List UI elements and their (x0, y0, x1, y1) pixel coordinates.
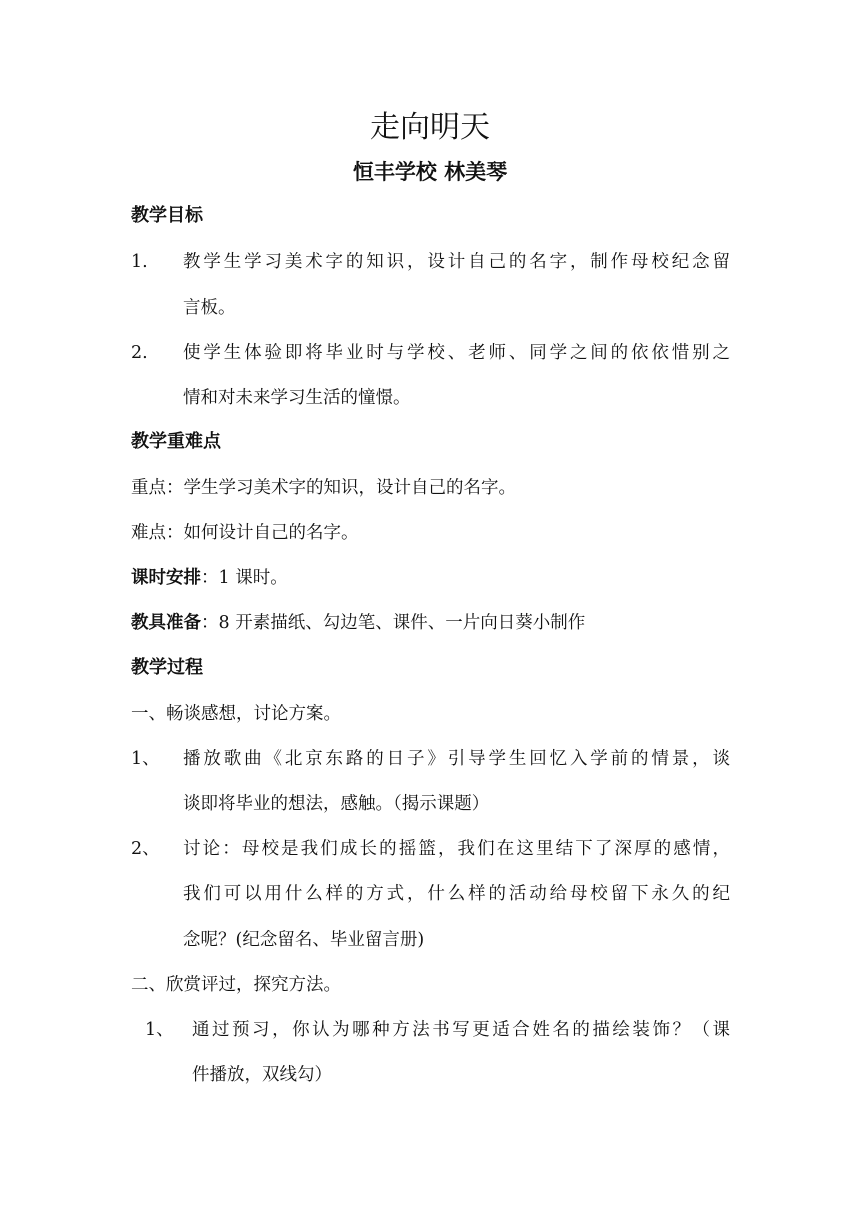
tools-line (131, 609, 585, 637)
p1-2-text-line2: 我们可以用什么样的方式，什么样的活动给母校留下永久的纪 (183, 884, 730, 904)
goals-heading: 教学目标 (131, 205, 203, 226)
p1-2-text-line3: 念呢？(纪念留名、毕业留言册) (183, 930, 425, 950)
process-heading: 教学过程 (131, 657, 203, 678)
goal2-text-line1: 使学生体验即将毕业时与学校、老师、同学之间的依依惜别之 (183, 343, 730, 363)
p1-1-text-line2: 谈即将毕业的想法，感触。（揭示课题） (183, 794, 490, 814)
p2-1-text-line2: 件播放，双线勾） (192, 1065, 332, 1085)
goal1-text-line2: 言板。 (183, 298, 236, 318)
goal2-number: 2. (131, 343, 148, 363)
key-point-text: 重点：学生学习美术字的知识，设计自己的名字。 (131, 478, 516, 498)
p1-2-number: 2、 (131, 839, 160, 859)
p2-1-number: 1、 (145, 1020, 174, 1040)
author-line: 恒丰学校 林美琴 (352, 160, 508, 184)
part1-title: 一、畅谈感想，讨论方案。 (131, 704, 341, 724)
goal1-text-line1: 教学生学习美术字的知识，设计自己的名字，制作母校纪念留 (183, 252, 730, 272)
document-title: 走向明天 (370, 110, 490, 145)
tools-value: ：8 开素描纸、勾边笔、课件、一片向日葵小制作 (201, 613, 586, 633)
p1-1-number: 1、 (131, 749, 160, 769)
p1-2-text-line1: 讨论：母校是我们成长的摇篮，我们在这里结下了深厚的感情， (183, 839, 730, 859)
goal2-text-line2: 情和对未来学习生活的憧憬。 (183, 388, 411, 408)
p2-1-text-line1: 通过预习，你认为哪种方法书写更适合姓名的描绘装饰？（课 (192, 1020, 730, 1040)
schedule-line (131, 564, 288, 592)
part2-title: 二、欣赏评过，探究方法。 (131, 975, 341, 995)
p1-1-text-line1: 播放歌曲《北京东路的日子》引导学生回忆入学前的情景，谈 (183, 749, 730, 769)
schedule-value: ：1 课时。 (201, 568, 288, 588)
difficult-point-text: 难点：如何设计自己的名字。 (131, 523, 359, 543)
schedule-label: 课时安排 (131, 568, 201, 588)
tools-label: 教具准备 (131, 613, 201, 633)
key-points-heading: 教学重难点 (131, 431, 221, 452)
goal1-number: 1. (131, 252, 148, 272)
